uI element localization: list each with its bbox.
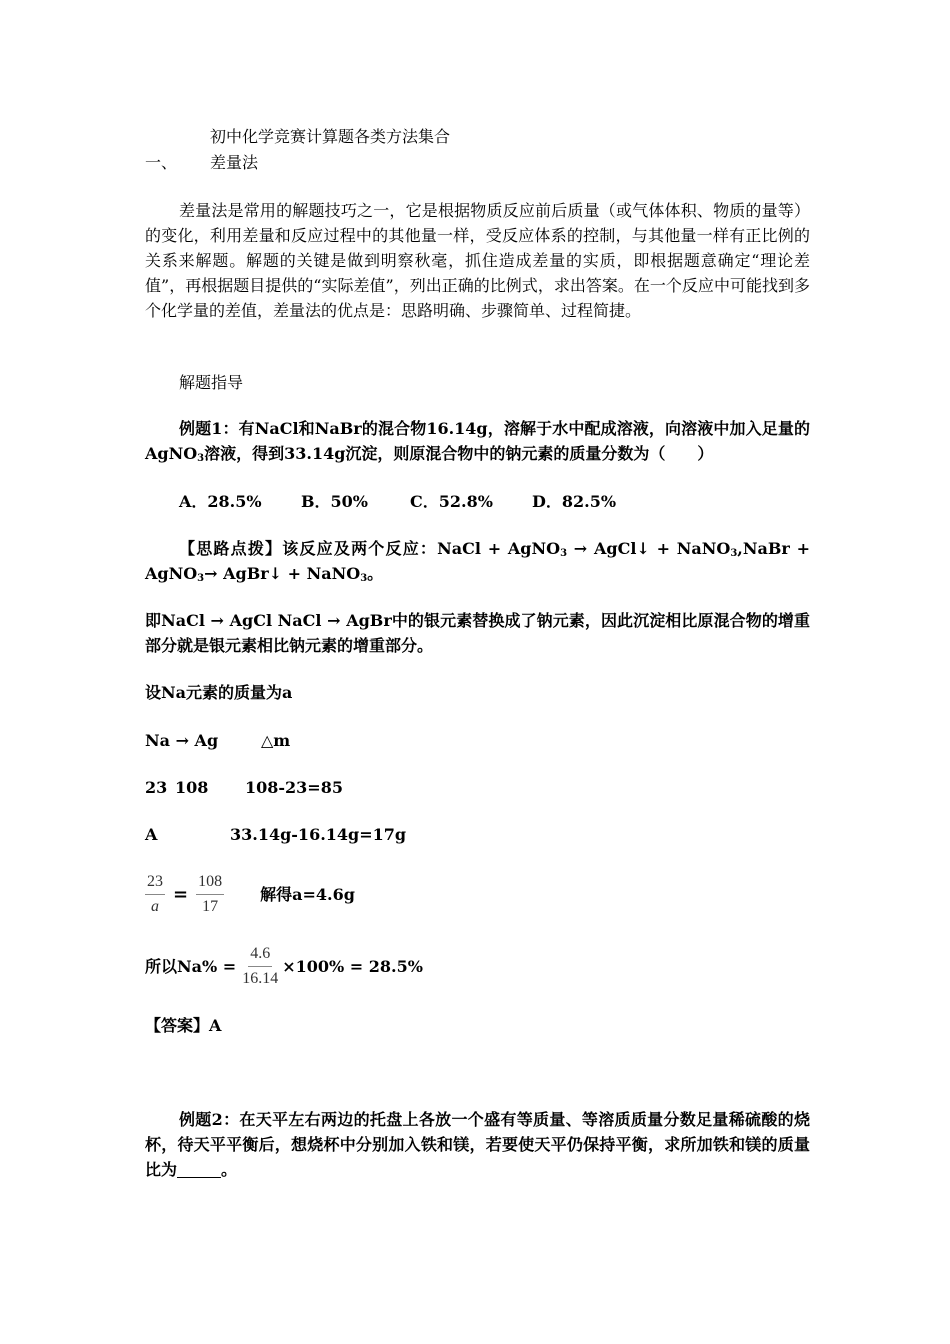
document-title: 初中化学竞赛计算题各类方法集合 — [210, 127, 451, 146]
solve-text: 解得a=4.6g — [260, 884, 355, 904]
guide-heading: 解题指导 — [179, 373, 244, 392]
fraction-4.6-over-16.14 — [242, 944, 278, 989]
hint-label: 【思路点拨】 — [179, 539, 283, 558]
calc-diff: 108-23=85 — [245, 778, 343, 797]
example2-question — [145, 1107, 810, 1182]
section-number: 一、 — [145, 153, 178, 172]
example2-end: 。 — [221, 1160, 238, 1179]
equation-2a: ,NaBr + AgNO — [145, 539, 810, 583]
fraction-denominator: a — [151, 897, 159, 915]
option-b: B．50% — [301, 492, 368, 511]
hint-text: 该反应及两个反应： — [282, 539, 438, 558]
example1-label: 例题1： — [179, 419, 239, 438]
fraction-denominator: 16.14 — [242, 969, 279, 987]
proportion-line — [145, 868, 810, 920]
calc-delta-m: △m — [261, 731, 291, 750]
answer-blank — [177, 1161, 221, 1178]
intro-paragraph: 差量法是常用的解题技巧之一，它是根据物质反应前后质量（或气体体积、物质的量等）的变化，利用差量和反应过程中的其他量一样，受反应体系的控制，与其他量一样有正比例的关系来解题。解题的关键是做到明察秋毫，抓住造成差量的实质，即根据题意确定“理论差值”，再根据题目提供的“实际差值”，列出正确的比例式，求出答案。在一个反应中可能找到多个化学量的差值，差量法的优点是：思路明确、步骤简单、过程简捷。 — [145, 201, 810, 320]
option-a: A．28.5% — [179, 492, 262, 511]
fraction-numerator: 4.6 — [248, 944, 272, 967]
result-suffix: ×100% = 28.5% — [282, 956, 423, 976]
fraction-denominator: 17 — [202, 897, 219, 915]
set-variable-line: 设Na元素的质量为a — [145, 683, 293, 702]
result-prefix: 所以Na% = — [145, 956, 237, 976]
example1-question-b: 溶液，得到33.14g沉淀，则原混合物中的钠元素的质量分数为（ ） — [204, 444, 714, 463]
calc-row-1 — [145, 728, 810, 753]
calc-a: A — [145, 825, 158, 844]
fraction-23-over-a — [145, 872, 165, 917]
calc-23: 23 — [145, 778, 168, 797]
calc-108: 108 — [175, 778, 209, 797]
equation-sub-4: 3 — [360, 573, 368, 584]
example2-label: 例题2： — [179, 1110, 240, 1129]
equation-sub-1: 3 — [560, 548, 568, 559]
section-heading — [145, 150, 810, 175]
equals-sign: = — [173, 883, 189, 905]
equation-1b: → AgCl↓ + NaNO — [567, 539, 731, 558]
example1-question-a: 有NaCl和NaBr的混合物16.14g，溶解于水中配成溶液，向溶液中加入足量的AgNO — [145, 419, 811, 463]
example1-question-sub: 3 — [197, 453, 205, 464]
example1-question — [145, 416, 810, 466]
option-d: D．82.5% — [532, 492, 617, 511]
explain-paragraph: 即NaCl → AgCl NaCl → AgBr中的银元素替换成了钠元素，因此沉淀相比原混合物的增重部分就是银元素相比钠元素的增重部分。 — [145, 611, 810, 655]
option-c: C．52.8% — [410, 492, 493, 511]
calc-row-3 — [145, 822, 810, 847]
example2-text: 在天平左右两边的托盘上各放一个盛有等质量、等溶质质量分数足量稀硫酸的烧杯，待天平平衡后，想烧杯中分别加入铁和镁，若要使天平仍保持平衡，求所加铁和镁的质量比为 — [145, 1110, 810, 1179]
fraction-numerator: 108 — [196, 872, 224, 895]
answer-line: 【答案】A — [145, 1016, 222, 1035]
equation-sub-2: 3 — [730, 548, 738, 559]
section-name: 差量法 — [210, 153, 259, 172]
calc-na-ag: Na → Ag — [145, 731, 219, 750]
equation-1a: NaCl + AgNO — [437, 539, 561, 558]
calc-row-2 — [145, 775, 810, 800]
equation-end: 。 — [367, 564, 384, 583]
equation-sub-3: 3 — [197, 573, 205, 584]
fraction-108-over-17 — [196, 872, 224, 917]
result-line — [145, 940, 810, 992]
equation-2b: → AgBr↓ + NaNO — [204, 564, 361, 583]
calc-actual-diff: 33.14g-16.14g=17g — [230, 825, 407, 844]
hint-paragraph — [145, 536, 810, 586]
fraction-numerator: 23 — [145, 872, 165, 895]
